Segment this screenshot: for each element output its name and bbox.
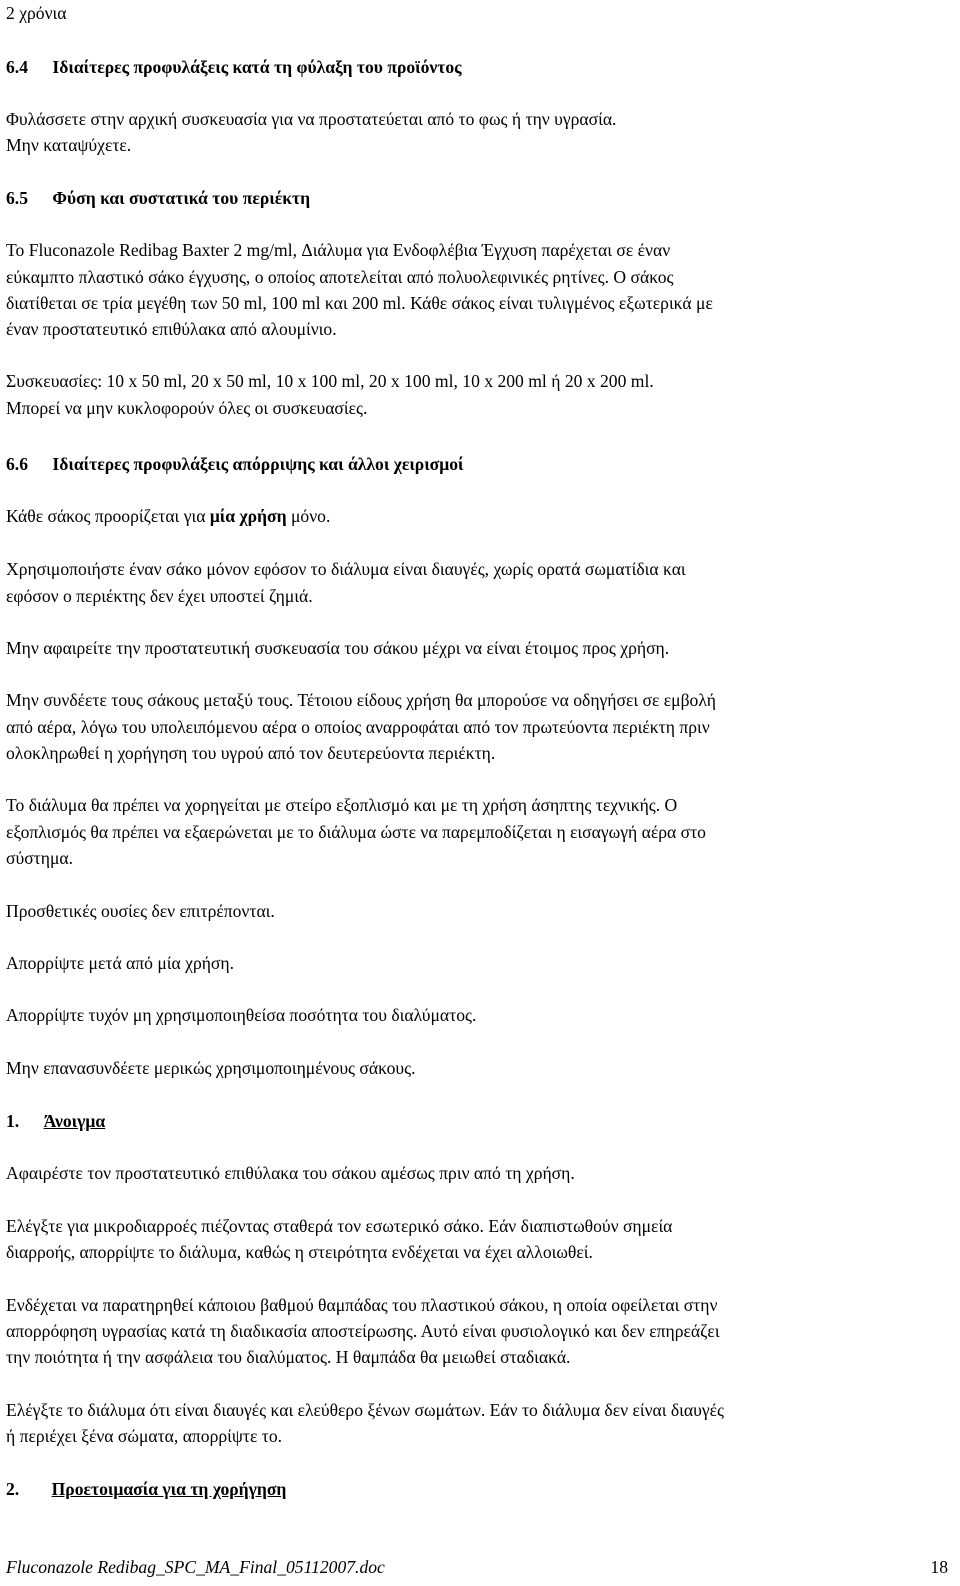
subsection-number: 1. bbox=[6, 1111, 20, 1131]
section-title: Φύση και συστατικά του περιέκτη bbox=[52, 188, 311, 208]
paragraph-line: απορρόφηση υγρασίας κατά τη διαδικασία αποστείρωσης. Αυτό είναι φυσιολογικό και δεν επηρεάζει bbox=[6, 1321, 720, 1341]
footer-document-name: Fluconazole Redibag_SPC_MA_Final_05112007.doc bbox=[6, 1557, 385, 1577]
paragraph-line: την ποιότητα ή την ασφάλεια του διαλύματος. Η θαμπάδα θα μειωθεί σταδιακά. bbox=[6, 1347, 571, 1367]
section-6-4-heading bbox=[6, 56, 462, 78]
section-number: 6.5 bbox=[6, 188, 28, 208]
subsection-1-heading bbox=[6, 1110, 105, 1132]
paragraph-line: εύκαμπτο πλαστικό σάκο έγχυσης, ο οποίος αποτελείται από πολυολεφινικές ρητίνες. Ο σάκος bbox=[6, 267, 674, 287]
paragraph-line: Μπορεί να μην κυκλοφορούν όλες οι συσκευασίες. bbox=[6, 398, 368, 418]
paragraph-line: Φυλάσσετε στην αρχική συσκευασία για να προστατεύεται από το φως ή την υγρασία. bbox=[6, 109, 617, 129]
paragraph-line: Μην συνδέετε τους σάκους μεταξύ τους. Τέτοιου είδους χρήση θα μπορούσε να οδηγήσει σε εμβολή bbox=[6, 690, 716, 710]
section-title: Ιδιαίτερες προφυλάξεις κατά τη φύλαξη του προϊόντος bbox=[52, 57, 462, 77]
paragraph-line: Το διάλυμα θα πρέπει να χορηγείται με στείρο εξοπλισμό και με τη χρήση άσηπτης τεχνικής. Ο bbox=[6, 795, 678, 815]
section-6-5-heading bbox=[6, 187, 310, 209]
bold-text-run: μία χρήση bbox=[209, 506, 287, 526]
paragraph-line: Συσκευασίες: 10 x 50 ml, 20 x 50 ml, 10 x 100 ml, 20 x 100 ml, 10 x 200 ml ή 20 x 200 ml. bbox=[6, 371, 654, 391]
paragraph-line: διαρροής, απορρίψτε το διάλυμα, καθώς η στειρότητα ενδέχεται να έχει αλλοιωθεί. bbox=[6, 1242, 593, 1262]
paragraph-line: ολοκληρωθεί η χορήγηση του υγρού από τον δευτερεύοντα περιέκτη. bbox=[6, 743, 496, 763]
paragraph-line: σύστημα. bbox=[6, 848, 73, 868]
paragraph-line: έναν προστατευτικό επιθύλακα από αλουμίνιο. bbox=[6, 319, 337, 339]
single-use-paragraph bbox=[6, 505, 330, 527]
paragraph-line: εξοπλισμός θα πρέπει να εξαερώνεται με το διάλυμα ώστε να παρεμποδίζεται η εισαγωγή αέρα στο bbox=[6, 822, 706, 842]
paragraph-line: Απορρίψτε μετά από μία χρήση. bbox=[6, 953, 235, 973]
section-number: 6.4 bbox=[6, 57, 28, 77]
paragraph-line: Το Fluconazole Redibag Baxter 2 mg/ml, Διάλυμα για Ενδοφλέβια Έγχυση παρέχεται σε έναν bbox=[6, 240, 671, 260]
shelf-life-text: 2 χρόνια bbox=[6, 3, 67, 23]
paragraph-line: Ελέγξτε για μικροδιαρροές πιέζοντας σταθερά τον εσωτερικό σάκο. Εάν διαπιστωθούν σημεία bbox=[6, 1216, 673, 1236]
paragraph-line: Ελέγξτε το διάλυμα ότι είναι διαυγές και ελεύθερο ξένων σωμάτων. Εάν το διάλυμα δεν είναι διαυγές bbox=[6, 1400, 724, 1420]
paragraph-line: ή περιέχει ξένα σώματα, απορρίψτε το. bbox=[6, 1426, 283, 1446]
section-6-6-heading bbox=[6, 453, 463, 475]
text-run: Κάθε σάκος προορίζεται για bbox=[6, 506, 210, 526]
paragraph-line: Απορρίψτε τυχόν μη χρησιμοποιηθείσα ποσότητα του διαλύματος. bbox=[6, 1005, 477, 1025]
paragraph-line: Ενδέχεται να παρατηρηθεί κάποιου βαθμού θαμπάδας του πλαστικού σάκου, η οποία οφείλεται στην bbox=[6, 1295, 718, 1315]
subsection-title: Προετοιμασία για τη χορήγηση bbox=[51, 1479, 287, 1499]
paragraph-line: Αφαιρέστε τον προστατευτικό επιθύλακα του σάκου αμέσως πριν από τη χρήση. bbox=[6, 1163, 575, 1183]
paragraph-line: Μην καταψύχετε. bbox=[6, 135, 132, 155]
subsection-number: 2. bbox=[6, 1479, 20, 1499]
section-title: Ιδιαίτερες προφυλάξεις απόρριψης και άλλοι χειρισμοί bbox=[52, 454, 464, 474]
paragraph-line: διατίθεται σε τρία μεγέθη των 50 ml, 100 ml και 200 ml. Κάθε σάκος είναι τυλιγμένος εξωτερικά με bbox=[6, 293, 713, 313]
subsection-title: Άνοιγμα bbox=[43, 1111, 106, 1131]
paragraph-line: από αέρα, λόγω του υπολειπόμενου αέρα ο οποίος αναρροφάται από τον πρωτεύοντα περιέκτη πριν bbox=[6, 717, 710, 737]
text-run: μόνο. bbox=[286, 506, 331, 526]
paragraph-line: Προσθετικές ουσίες δεν επιτρέπονται. bbox=[6, 901, 275, 921]
footer-page-number: 18 bbox=[930, 1557, 948, 1577]
subsection-2-heading bbox=[6, 1478, 286, 1500]
paragraph-line: Μην αφαιρείτε την προστατευτική συσκευασία του σάκου μέχρι να είναι έτοιμος προς χρήση. bbox=[6, 638, 670, 658]
section-number: 6.6 bbox=[6, 454, 28, 474]
paragraph-line: Χρησιμοποιήστε έναν σάκο μόνον εφόσον το διάλυμα είναι διαυγές, χωρίς ορατά σωματίδια και bbox=[6, 559, 686, 579]
paragraph-line: Μην επανασυνδέετε μερικώς χρησιμοποιημένους σάκους. bbox=[6, 1058, 416, 1078]
paragraph-line: εφόσον ο περιέκτης δεν έχει υποστεί ζημιά. bbox=[6, 586, 313, 606]
